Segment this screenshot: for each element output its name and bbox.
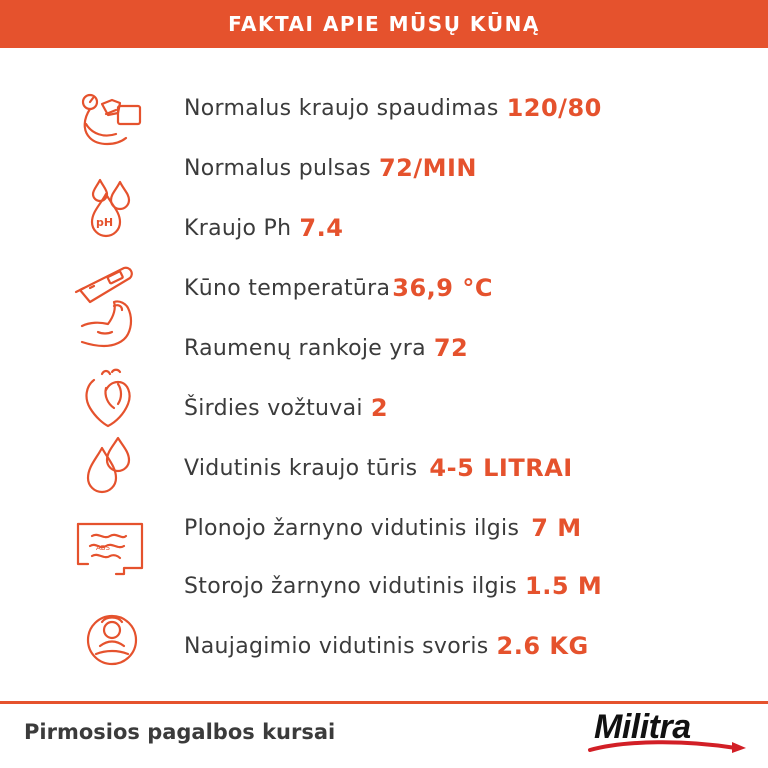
heart-icon [72,366,152,430]
fact-label: Raumenų rankoje yra [184,335,426,361]
blood-pressure-icon [72,88,152,152]
newborn-icon [72,606,152,670]
fact-label: Vidutinis kraujo tūris [184,455,418,481]
fact-label: Plonojo žarnyno vidutinis ilgis [184,515,520,541]
brand-logo [586,704,750,764]
fact-label: Kraujo Ph [184,215,292,241]
fact-row [184,448,573,488]
fact-value: 2.6 KG [496,632,589,660]
fact-label: Kūno temperatūra [184,275,391,301]
fact-value: 72 [433,334,469,362]
fact-row [184,148,477,188]
blood-drops-icon [72,434,152,498]
fact-value: 2 [370,394,389,422]
flexed-arm-icon [74,296,154,360]
fact-value: 7.4 [299,214,344,242]
fact-value: 7 M [531,514,582,542]
fact-value: 72/MIN [378,154,477,182]
intestines-icon [72,514,152,578]
fact-row [184,626,589,666]
header-bar [0,0,768,48]
svg-text:ABS: ABS [96,544,110,552]
fact-value: 36,9 °C [392,274,493,302]
logo-swoosh-icon [586,736,750,756]
logo-wordmark: Militra [594,708,691,746]
fact-label: Normalus pulsas [184,155,371,181]
ph-drops-icon [72,176,152,240]
fact-row [184,508,582,548]
fact-label: Storojo žarnyno vidutinis ilgis [184,573,518,599]
fact-value: 4-5 LITRAI [429,454,573,482]
svg-text:pH: pH [96,216,114,229]
fact-row [184,208,343,248]
fact-row [184,328,468,368]
fact-value: 1.5 M [525,572,603,600]
footer-caption: Pirmosios pagalbos kursai [24,720,336,744]
fact-value: 120/80 [506,94,602,122]
fact-label: Normalus kraujo spaudimas [184,95,499,121]
fact-label: Širdies vožtuvai [184,395,363,421]
fact-row [184,566,602,606]
fact-row [184,388,388,428]
fact-row [184,88,602,128]
fact-row [184,268,493,308]
fact-label: Naujagimio vidutinis svoris [184,633,489,659]
page-title: FAKTAI APIE MŪSŲ KŪNĄ [228,12,540,36]
